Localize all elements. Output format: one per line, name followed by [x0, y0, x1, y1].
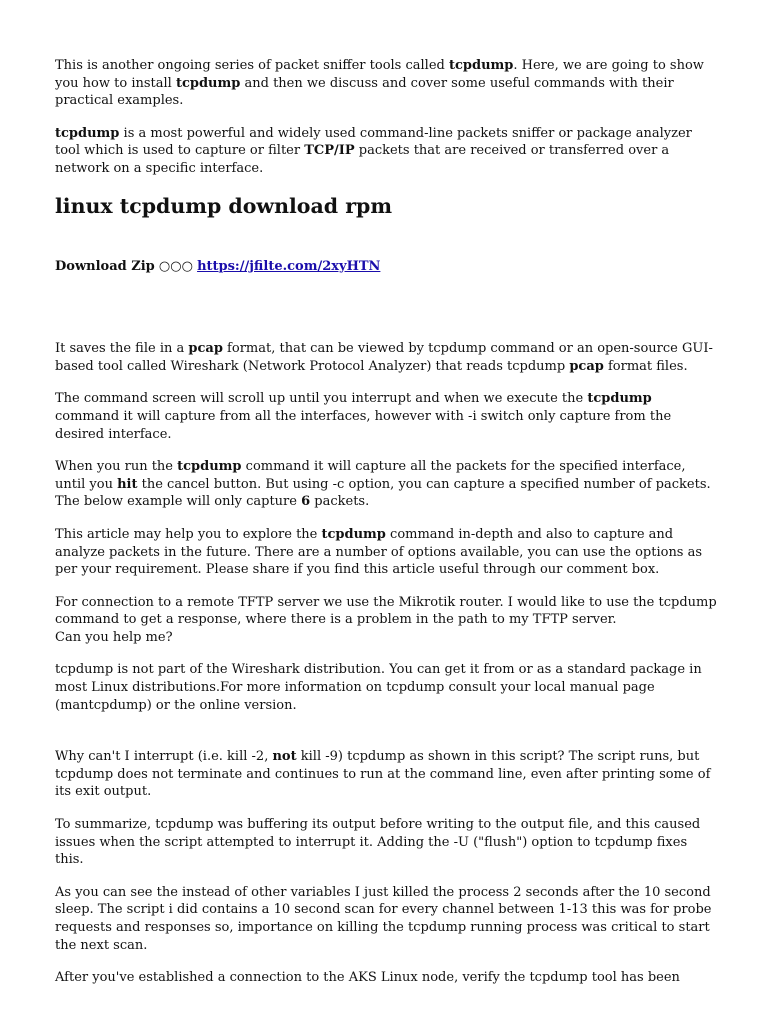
body-paragraph-4	[55, 526, 717, 579]
spacer	[55, 729, 717, 748]
bold-term: tcpdump	[175, 75, 241, 91]
text: format, that can be viewed by tcpdump command or an open-source GUI-based tool called Wireshark (Network Protocol Analyzer) that reads tcpdump	[55, 341, 713, 374]
bold-term: TCP/IP	[304, 143, 355, 159]
text: kill -9) tcpdump as shown in this script? The script runs, but tcpdump does not terminate and continues to run at the command line, even after printing some of its exit output.	[55, 749, 711, 800]
text: It saves the file in a	[55, 341, 189, 357]
bold-term: tcpdump	[55, 125, 120, 141]
bold-term: tcpdump	[448, 58, 514, 73]
text: This is another ongoing series of packet sniffer tools called	[55, 58, 449, 73]
body-paragraph-2	[55, 390, 717, 443]
text: packets.	[310, 494, 370, 510]
bold-term: pcap	[188, 341, 223, 357]
text: The command screen will scroll up until you interrupt and when we execute the	[55, 391, 588, 407]
text: For connection to a remote TFTP server we use the Mikrotik router. I would like to use the tcpdump command to get a response, where there is a problem in the path to my TFTP server.	[55, 594, 717, 628]
body-paragraph-6: tcpdump is not part of the Wireshark distribution. You can get it from or as a standard package in most Linux distributions.For more information on tcpdump consult your local manual page (mantcpdump) or the online version.	[55, 662, 702, 713]
download-marks: ○○○	[154, 258, 198, 274]
text: Why can't I interrupt (i.e. kill -2,	[55, 749, 273, 765]
text: . Here, we are going to show you how to install	[55, 58, 704, 91]
bold-term: tcpdump	[177, 459, 242, 475]
body-paragraph-9: As you can see the instead of other variables I just killed the process 2 seconds after the 10 second sleep. The script i did contains a 10 second scan for every channel between 1-13 this was for probe requests and responses so, importance on killing the tcpdump running process was critical to start the next scan.	[55, 884, 712, 953]
bold-term: 6	[301, 494, 311, 510]
text: the cancel button. But using -c option, you can capture a specified number of packets. The below example will only capture	[55, 476, 711, 510]
bold-term: tcpdump	[587, 391, 652, 407]
text: is a most powerful and widely used command-line packets sniffer or package analyzer tool which is used to capture or filter	[55, 125, 692, 159]
intro-paragraph-1	[55, 57, 717, 110]
text: and then we discuss and cover some useful commands with their practical examples.	[55, 75, 674, 109]
body-paragraph-5	[55, 594, 717, 647]
body-paragraph-7	[55, 748, 717, 801]
body-paragraph-10: After you've established a connection to the AKS Linux node, verify the tcpdump tool has been	[55, 970, 680, 986]
bold-term: not	[272, 749, 297, 765]
download-line	[55, 258, 717, 276]
body-paragraph-1	[55, 340, 717, 375]
document-content	[55, 57, 717, 1002]
text: command it will capture all the packets for the specified interface, until you	[55, 459, 686, 492]
text: format files.	[603, 358, 688, 374]
bold-term: hit	[117, 476, 138, 492]
download-link[interactable]: https://jfilte.com/2xyHTN	[197, 258, 381, 274]
text: Can you help me?	[55, 629, 173, 645]
body-paragraph-8: To summarize, tcpdump was buffering its output before writing to the output file, and this caused issues when the script attempted to interrupt it. Adding the -U ("flush") option to tcpdump fixes this.	[55, 817, 701, 868]
page-heading: linux tcpdump download rpm	[55, 193, 393, 218]
body-paragraph-3	[55, 458, 717, 511]
spacer	[55, 275, 717, 340]
intro-paragraph-2	[55, 125, 717, 178]
text: This article may help you to explore the	[55, 526, 322, 542]
text: When you run the	[55, 459, 178, 475]
download-label: Download Zip	[55, 258, 155, 274]
text: packets that are received or transferred over a network on a specific interface.	[55, 143, 670, 176]
bold-term: pcap	[569, 358, 604, 374]
text: command it will capture from all the interfaces, however with -i switch only capture from the desired interface.	[55, 408, 672, 442]
text: command in-depth and also to capture and analyze packets in the future. There are a number of options available, you can use the options as per your requirement. Please share if you find this article useful through our comment box.	[55, 526, 703, 578]
bold-term: tcpdump	[321, 526, 386, 542]
